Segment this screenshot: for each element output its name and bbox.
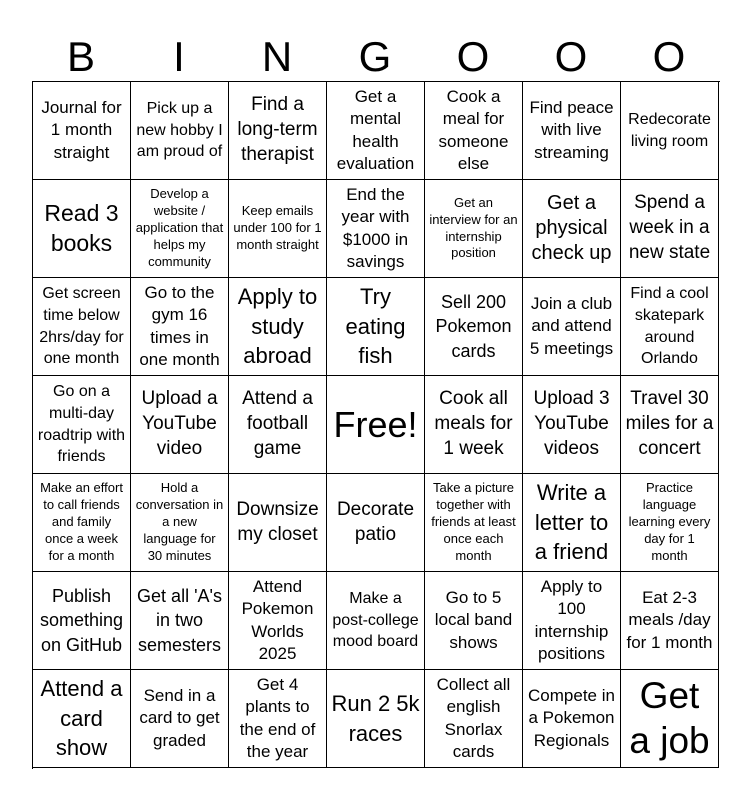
bingo-cell: Get a job [621,670,719,768]
bingo-cell: Decorate patio [327,474,425,572]
bingo-cell: Try eating fish [327,278,425,376]
bingo-cell: Run 2 5k races [327,670,425,768]
bingo-cell: Hold a conversation in a new language for 30 minutes [131,474,229,572]
header-letter-n: N [261,33,293,80]
header-letter-o1: O [456,33,490,80]
bingo-cell: Join a club and attend 5 meetings [523,278,621,376]
header-letter-o3: O [652,33,686,80]
bingo-cell: Practice language learning every day for 1 month [621,474,719,572]
bingo-cell: Upload 3 YouTube videos [523,376,621,474]
bingo-cell: Send in a card to get graded [131,670,229,768]
bingo-cell: Get screen time below 2hrs/day for one month [33,278,131,376]
bingo-cell: Go to 5 local band shows [425,572,523,670]
bingo-grid [32,81,720,769]
bingo-cell: Eat 2-3 meals /day for 1 month [621,572,719,670]
bingo-header [32,34,718,80]
bingo-cell: Get a mental health evaluation [327,82,425,180]
bingo-cell: Downsize my closet [229,474,327,572]
bingo-cell: Upload a YouTube video [131,376,229,474]
bingo-cell: Find peace with live streaming [523,82,621,180]
bingo-cell: Get all 'A's in two semesters [131,572,229,670]
bingo-cell: Apply to 100 internship positions [523,572,621,670]
bingo-cell: Get an interview for an internship position [425,180,523,278]
bingo-cell: Make a post-college mood board [327,572,425,670]
bingo-cell: Apply to study abroad [229,278,327,376]
bingo-cell: Sell 200 Pokemon cards [425,278,523,376]
bingo-cell: Publish something on GitHub [33,572,131,670]
bingo-cell: Attend a football game [229,376,327,474]
bingo-cell: Go on a multi-day roadtrip with friends [33,376,131,474]
bingo-cell: Develop a website / application that helps my community [131,180,229,278]
bingo-cell: Keep emails under 100 for 1 month straight [229,180,327,278]
header-letter-o2: O [554,33,588,80]
bingo-cell: Take a picture together with friends at least once each month [425,474,523,572]
bingo-cell: Make an effort to call friends and family once a week for a month [33,474,131,572]
bingo-cell: Attend a card show [33,670,131,768]
free-space-cell: Free! [327,376,425,474]
bingo-cell: Pick up a new hobby I am proud of [131,82,229,180]
bingo-cell: Find a cool skatepark around Orlando [621,278,719,376]
bingo-cell: Find a long-term therapist [229,82,327,180]
bingo-cell: Journal for 1 month straight [33,82,131,180]
bingo-cell: Travel 30 miles for a concert [621,376,719,474]
bingo-cell: End the year with $1000 in savings [327,180,425,278]
bingo-cell: Go to the gym 16 times in one month [131,278,229,376]
bingo-cell: Spend a week in a new state [621,180,719,278]
bingo-cell: Collect all english Snorlax cards [425,670,523,768]
bingo-cell: Cook a meal for someone else [425,82,523,180]
bingo-cell: Redecorate living room [621,82,719,180]
header-letter-b: B [66,33,95,80]
bingo-cell: Get 4 plants to the end of the year [229,670,327,768]
bingo-cell: Write a letter to a friend [523,474,621,572]
bingo-cell: Compete in a Pokemon Regionals [523,670,621,768]
bingo-cell: Get a physical check up [523,180,621,278]
header-letter-i: I [173,33,185,80]
header-letter-g: G [358,33,392,80]
bingo-cell: Read 3 books [33,180,131,278]
bingo-cell: Attend Pokemon Worlds 2025 [229,572,327,670]
bingo-cell: Cook all meals for 1 week [425,376,523,474]
